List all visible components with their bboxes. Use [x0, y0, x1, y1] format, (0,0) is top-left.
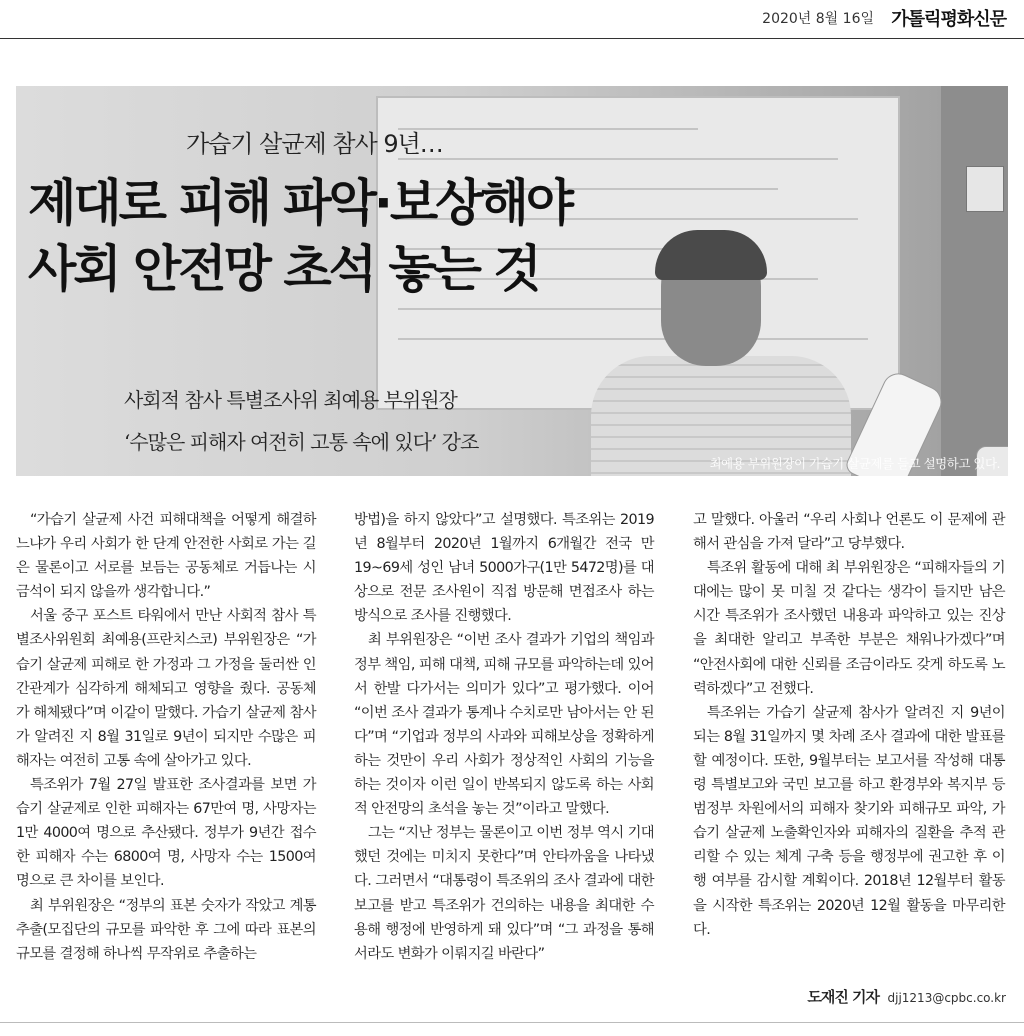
paragraph: 그는 “지난 정부는 물론이고 이번 정부 역시 기대했던 것에는 미치지 못한다”며 안타까움을 나타냈다. 그러면서 “대통령이 특조위의 조사 결과에 대한 보고를 받고 특조위가 건의하는 내용을 최대한 수용해 행정에 반영하게 돼 있다”며 “그 과정을 통해서라도 변화가 이뤄지길 바란다” — [354, 825, 654, 962]
paragraph: 최 부위원장은 “정부의 표본 숫자가 작았고 계통추출(모집단의 규모를 파악한 후 그에 따라 표본의 규모를 결정해 하나씩 무작위로 추출하는 — [16, 897, 316, 962]
headline-kicker: 가습기 살균제 참사 9년… — [186, 130, 443, 158]
subheadline-1: 사회적 참사 특별조사위 최예용 부위원장 — [124, 388, 457, 412]
paragraph: 최 부위원장은 “이번 조사 결과가 기업의 책임과 정부 책임, 피해 대책, 피해 규모를 파악하는데 있어서 한발 다가서는 의미가 있다”고 평가했다. 이어 “이번 조사 결과가 통계나 수치로만 남아서는 안 된다”며 “기업과 정부의 사과와 피해보상을 정확하게 하는 것만이 우리 사회가 정상적인 사회의 기능을 하는 것이자 이런 일이 반복되지 않도록 하는 사회적 안전망의 초석을 놓는 것”이라고 말했다. — [354, 632, 654, 818]
door-sign — [966, 166, 1004, 212]
reporter-name: 도재진 기자 — [807, 988, 880, 1006]
issue-date: 2020년 8월 16일 — [762, 11, 874, 27]
door-background — [941, 86, 1008, 476]
bottom-divider — [0, 1022, 1024, 1023]
headline-line-2: 사회 안전망 초석 놓는 것 — [28, 240, 539, 298]
subheadline-2: ‘수많은 피해자 여전히 고통 속에 있다’ 강조 — [124, 430, 479, 454]
paragraph: 특조위 활동에 대해 최 부위원장은 “피해자들의 기대에는 많이 못 미칠 것 같다는 생각이 들지만 남은 시간 특조위가 조사했던 내용과 파악하고 있는 진상을 최대한 알리고 부족한 부분은 채워나가겠다”며 “안전사회에 대한 신뢰를 조금이라도 갖게 하도록 노력하겠다”고 전했다. — [693, 560, 1005, 697]
article-column-3 — [693, 508, 1005, 942]
paragraph: 서울 중구 포스트 타워에서 만난 사회적 참사 특별조사위원회 최예용(프란치스코) 부위원장은 “가습기 살균제 피해로 한 가정과 그 가정을 둘러싼 인간관계가 심각하게 해체되고 영향을 줬다. 공동체가 해체됐다”며 이같이 말했다. 가습기 살균제 참사가 알려진 지 8월 31일로 9년이 되지만 수많은 피해자는 여전히 고통 속에 살아가고 있다. — [16, 608, 316, 769]
headline-line-1: 제대로 피해 파악·보상해야 — [28, 174, 572, 232]
article-column-2 — [354, 508, 654, 966]
paragraph: 방법)을 하지 않았다”고 설명했다. 특조위는 2019년 8월부터 2020년 1월까지 6개월간 전국 만 19~69세 성인 남녀 5000가구(1만 5472명)를 대상으로 전문 조사원이 직접 방문해 면접조사 하는 방식으로 조사를 진행했다. — [354, 512, 654, 625]
article-column-1 — [16, 508, 316, 966]
main-headline — [28, 170, 571, 302]
newspaper-name: 가톨릭평화신문 — [891, 9, 1006, 30]
paragraph: “가습기 살균제 사건 피해대책을 어떻게 해결하느냐가 우리 사회가 한 단계 안전한 사회로 가는 길은 물론이고 서로를 보듬는 공동체로 거듭나는 시금석이 되지 않을까 생각합니다.” — [16, 512, 316, 601]
photo-caption: 최예용 부위원장이 가습기 살균제를 들고 설명하고 있다. — [709, 456, 1000, 471]
paragraph: 고 말했다. 아울러 “우리 사회나 언론도 이 문제에 관해서 관심을 가져 달라”고 당부했다. — [693, 512, 1005, 553]
paragraph: 특조위가 7월 27일 발표한 조사결과를 보면 가습기 살균제로 인한 피해자는 67만여 명, 사망자는 1만 4000여 명으로 추산됐다. 정부가 9년간 접수한 피해자 수는 6800여 명, 사망자 수는 1500여 명으로 큰 차이를 보인다. — [16, 777, 316, 890]
byline — [807, 986, 1006, 1007]
masthead — [0, 0, 1024, 39]
reporter-email: djj1213@cpbc.co.kr — [887, 991, 1006, 1005]
paragraph: 특조위는 가습기 살균제 참사가 알려진 지 9년이 되는 8월 31일까지 몇 차례 조사 결과에 대한 발표를 할 예정이다. 또한, 9월부터는 보고서를 작성해 대통령 특별보고와 국민 보고를 하고 환경부와 복지부 등 범정부 차원에서의 피해자 찾기와 피해규모 파악, 가습기 살균제 노출확인자와 피해자의 질환을 추적 관리할 수 있는 체계 구축 등을 행정부에 권고한 후 이행 여부를 감시할 계획이다. 2018년 12월부터 활동을 시작한 특조위는 2020년 12월 활동을 마무리한다. — [693, 704, 1005, 938]
hero-photo — [16, 86, 1008, 476]
